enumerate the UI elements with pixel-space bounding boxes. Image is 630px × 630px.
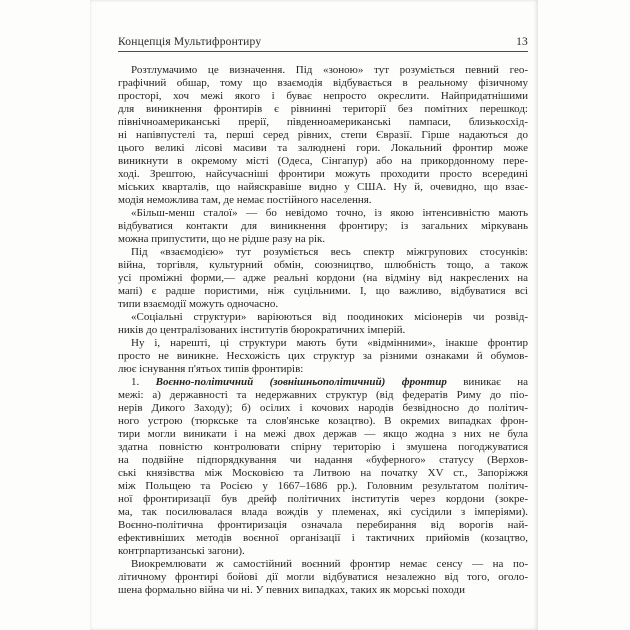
body-text — [118, 64, 528, 597]
text-line: графічний обшар, тому що взаємодія відбувається в реальному фізичному — [118, 77, 528, 89]
text-line: тири могли виникати і на межі двох держав — якщо жодна з них не була — [118, 428, 528, 440]
text-line: північноамериканські прерії, південноамериканські пампаси, близькосхід- — [118, 116, 528, 128]
text-line: на подвійне підпорядкування чи надання «буферного» статусу (Верхов- — [118, 454, 528, 466]
text-line: ні напівпустелі та, перші серед рівних, степи Євразії. Гірше надаються до — [118, 129, 528, 141]
text-line: просто не виникне. Несхожість цих структур за різними ознаками й обумов- — [118, 350, 528, 362]
text-line: Розтлумачимо це визначення. Під «зоною» тут розуміється певний гео- — [131, 64, 528, 76]
page-number: 13 — [516, 36, 528, 48]
text-line: Під «взаємодією» тут розуміється весь спектр міжгрупових стосунків: — [131, 246, 528, 258]
text-segment: виникає на — [446, 376, 528, 388]
text-line: війна, торгівля, культурний обмін, союзництво, шлюбність тощо, а також — [118, 259, 528, 271]
text-line: типи взаємодії можуть одночасно. — [118, 298, 279, 310]
text-line: виникнути в окремому місті (Одеса, Сінгапур) або на прикордонному пере- — [118, 155, 528, 167]
emphasized-term: Воєнно-політичний (зовнішньополітичний) фронтир — [155, 376, 447, 388]
text-line: модія неможлива там, де немає постійного населення. — [118, 194, 372, 206]
text-line: Воєнно-політична фронтиризація означала перебирання від ворогів най- — [118, 519, 528, 531]
text-line: ма, так посилювалася влада вождів у племенах, які сусідили з імперіями). — [118, 506, 528, 518]
text-line: «Більш-менш сталої» — бо невідомо точно, із якою інтенсивністю мають — [131, 207, 528, 219]
text-segment: 1. — [131, 376, 156, 388]
text-line: просторі, хоч межі якого і буває непросто окреслити. Найпридатнішими — [118, 90, 528, 102]
running-header-title: Концепція Мультифронтиру — [118, 36, 262, 48]
running-header — [118, 36, 528, 48]
text-line: Ну і, нарешті, ці структури мають бути «відмінними», інакше фронтир — [131, 337, 528, 349]
text-line: ські князівства між Московією та Литвою на початку XV ст., Запоріжжя — [118, 467, 528, 479]
text-line: ної фронтиризації був дрейф політичних інститутів через кордони (зокре- — [118, 493, 528, 505]
text-line: шена формально війна чи ні. У певних випадках, таких як морські походи — [118, 584, 465, 596]
text-line: мапі) є радше пористими, ніж суцільними. І, що важливо, відбуватися всі — [118, 285, 528, 297]
text-line: відбуватися контакти для виникнення фронтиру; із загальних міркувань — [118, 220, 528, 232]
text-line: здатна повністю контролювати спірну територію і змушена погоджуватися — [118, 441, 528, 453]
book-page — [90, 0, 538, 630]
text-line: «Соціальні структури» варіюються від поодиноких місіонерів чи розвід- — [131, 311, 528, 323]
text-line: лює існування п'ятьох типів фронтирів: — [118, 363, 304, 375]
text-line: ефективніших методів воєнної організації і тактичних прийомів (козацтво, — [118, 532, 528, 544]
text-line: межі: а) державності та недержавних структур (від федератів Риму до піо- — [118, 389, 528, 401]
text-line: ного устрою (тюркське та слов'янське козацтво). В окремих випадках фрон- — [118, 415, 528, 427]
text-line: міських кварталів, що найяскравіше видно у США. Ну й, очевидно, що взає- — [118, 181, 528, 193]
text-line: ході. Зрештою, найсучасніші фронтири можуть проходити просто всередині — [118, 168, 528, 180]
text-line: цього великі лісові масиви та залюднені гори. Локальний фронтир може — [118, 142, 528, 154]
text-line: для виникнення фронтирів є рівнинні території без помітних перешкод: — [118, 103, 528, 115]
text-line: контрпартизанські загони). — [118, 545, 245, 557]
text-line: можна припустити, що не рідше разу на рік. — [118, 233, 326, 245]
text-line — [118, 376, 528, 389]
header-rule — [118, 51, 528, 52]
text-line: Виокремлювати ж самостійний воєнний фронтир немає сенсу — на по- — [131, 558, 528, 570]
text-line: нерів Дикого Заходу); б) осілих і кочових народів безвідносно до політич- — [118, 402, 528, 414]
text-line: усі проміжні форми,— адже реальні кордони (на відміну від накреслених на — [118, 272, 528, 284]
text-line: ників до централізованих інститутів бюрократичних імперій. — [118, 324, 406, 336]
text-line: літичному фронтирі бойові дії могли відбуватися незалежно від того, оголо- — [118, 571, 528, 583]
text-line: між Польщею та Росією у 1667–1686 рр.). Головним результатом політич- — [118, 480, 528, 492]
